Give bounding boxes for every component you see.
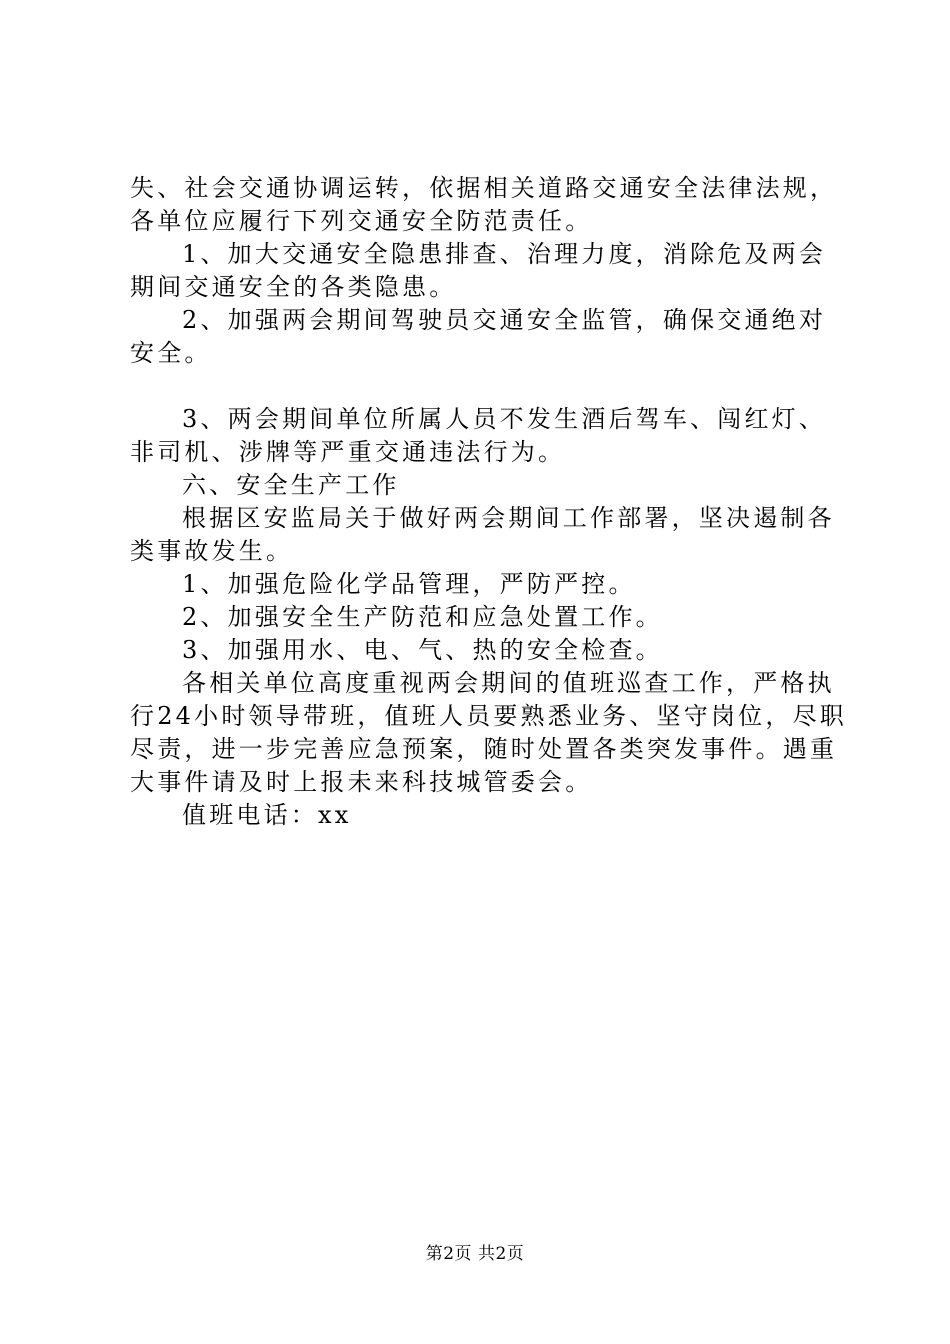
blank-line: [130, 370, 850, 403]
paragraph-safety-item-3: 3、加强用水、电、气、热的安全检查。: [182, 636, 663, 664]
paragraph-traffic-duty: 失、社会交通协调运转，依据相关道路交通安全法律法规，各单位应履行下列交通安全防范责任。: [130, 174, 838, 235]
section-heading-safety-production: 六、安全生产工作: [182, 471, 400, 499]
paragraph-traffic-item-2: 2、加强两会期间驾驶员交通安全监管，确保交通绝对安全。: [130, 306, 827, 367]
document-body: [130, 172, 850, 832]
paragraph-safety-intro: 根据区安监局关于做好两会期间工作部署，坚决遏制各类事故发生。: [130, 504, 835, 565]
paragraph-duty-phone: 值班电话：xx: [182, 801, 352, 829]
paragraph-duty-patrol: 各相关单位高度重视两会期间的值班巡查工作，严格执行24小时领导带班，值班人员要熟悉业务、坚守岗位，尽职尽责，进一步完善应急预案，随时处置各类突发事件。遇重大事件请及时上报未来科技城管委会。: [130, 669, 847, 796]
paragraph-safety-item-1: 1、加强危险化学品管理，严防严控。: [182, 570, 636, 598]
paragraph-traffic-item-1: 1、加大交通安全隐患排查、治理力度，消除危及两会期间交通安全的各类隐患。: [130, 240, 827, 301]
paragraph-traffic-item-3: 3、两会期间单位所属人员不发生酒后驾车、闯红灯、非司机、涉牌等严重交通违法行为。: [130, 405, 827, 466]
page-footer: 第2页 共2页: [425, 1244, 525, 1264]
paragraph-safety-item-2: 2、加强安全生产防范和应急处置工作。: [182, 603, 663, 631]
